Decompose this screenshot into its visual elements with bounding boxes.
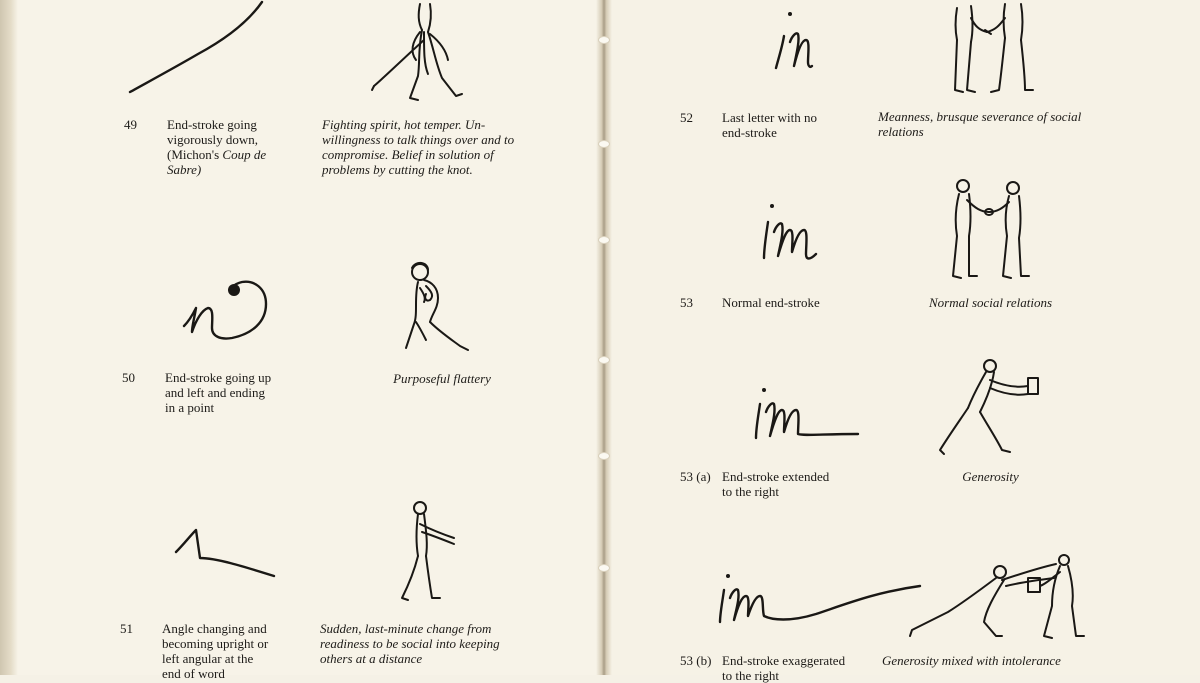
entry-number: 49	[124, 117, 137, 132]
entry-interpretation	[320, 621, 540, 666]
entry-interpretation: Normal social relations	[928, 295, 1053, 310]
entry-interpretation: Purposeful flattery	[393, 371, 491, 386]
entry-caption	[162, 621, 292, 681]
interpretation-line: Fighting spirit, hot temper. Un-	[322, 117, 486, 132]
im-exaggerated-end-stroke-script-icon	[716, 570, 926, 630]
bowing-flatterer-icon	[398, 258, 478, 358]
caption-italic: Sabre)	[167, 162, 202, 177]
entry-interpretation	[322, 117, 544, 177]
entry-number: 52	[680, 110, 693, 125]
spiral-end-stroke-script-icon	[180, 268, 275, 343]
entry-interpretation: Generosity	[962, 469, 1019, 484]
interpretation-line: relations	[878, 124, 924, 139]
left-page	[0, 0, 602, 675]
caption-line: vigorously down,	[167, 132, 258, 147]
man-forcing-gift-icon	[904, 550, 1084, 646]
caption-line: in a point	[165, 400, 215, 415]
im-extended-end-stroke-script-icon	[752, 386, 864, 444]
entry-interpretation	[878, 109, 1103, 139]
entry-caption	[167, 117, 295, 177]
entry-number: 53	[680, 295, 693, 310]
caption-line: End-stroke extended	[722, 469, 830, 484]
book-gutter	[596, 0, 612, 675]
interpretation-line: others at a distance	[320, 651, 423, 666]
two-men-brief-handshake-icon	[945, 0, 1045, 100]
binding-hole	[598, 452, 610, 460]
binding-hole	[598, 236, 610, 244]
caption-line: to the right	[722, 668, 780, 683]
caption-text: (Michon's	[167, 147, 223, 162]
man-holding-arms-out-icon	[396, 496, 466, 606]
man-with-sword-icon	[368, 0, 478, 105]
man-offering-gift-icon	[932, 356, 1044, 462]
two-men-shaking-hands-icon	[945, 176, 1035, 282]
binding-hole	[598, 140, 610, 148]
entry-caption	[722, 653, 878, 683]
caption-line: end of word	[162, 666, 225, 681]
entry-number: 50	[122, 370, 135, 385]
entry-number: 53 (a)	[680, 469, 711, 484]
im-normal-end-stroke-script-icon	[760, 202, 820, 264]
caption-line: end-stroke	[722, 125, 777, 140]
interpretation-line: willingness to talk things over and to	[322, 132, 515, 147]
entry-number: 53 (b)	[680, 653, 712, 668]
interpretation-line: readiness to be social into keeping	[320, 636, 500, 651]
caption-line: End-stroke going	[167, 117, 257, 132]
caption-line	[167, 147, 295, 162]
caption-line: Angle changing and	[162, 621, 267, 636]
interpretation-line: Meanness, brusque severance of social	[878, 109, 1082, 124]
entry-caption	[165, 370, 295, 415]
binding-hole	[598, 356, 610, 364]
entry-interpretation: Generosity mixed with intolerance	[882, 653, 1061, 668]
caption-line: left angular at the	[162, 651, 254, 666]
binding-hole	[598, 564, 610, 572]
entry-caption: Normal end-stroke	[722, 295, 820, 310]
caption-line: and left and ending	[165, 385, 265, 400]
caption-line: to the right	[722, 484, 780, 499]
caption-line	[167, 162, 295, 177]
interpretation-line: compromise. Belief in solution of	[322, 147, 494, 162]
entry-caption	[722, 469, 862, 499]
binding-hole	[598, 36, 610, 44]
caption-line: End-stroke going up	[165, 370, 272, 385]
zigzag-stroke-script-icon	[170, 522, 280, 582]
entry-caption	[722, 110, 850, 140]
im-no-end-stroke-script-icon	[770, 10, 820, 72]
caption-line: Last letter with no	[722, 110, 817, 125]
caption-line: End-stroke exaggerated	[722, 653, 846, 668]
caption-line: becoming upright or	[162, 636, 269, 651]
interpretation-line: problems by cutting the knot.	[322, 162, 473, 177]
sabre-stroke-script-icon	[120, 0, 280, 100]
entry-number: 51	[120, 621, 133, 636]
page-edge	[0, 0, 18, 675]
interpretation-line: Sudden, last-minute change from	[320, 621, 492, 636]
caption-italic: Coup de	[222, 147, 267, 162]
